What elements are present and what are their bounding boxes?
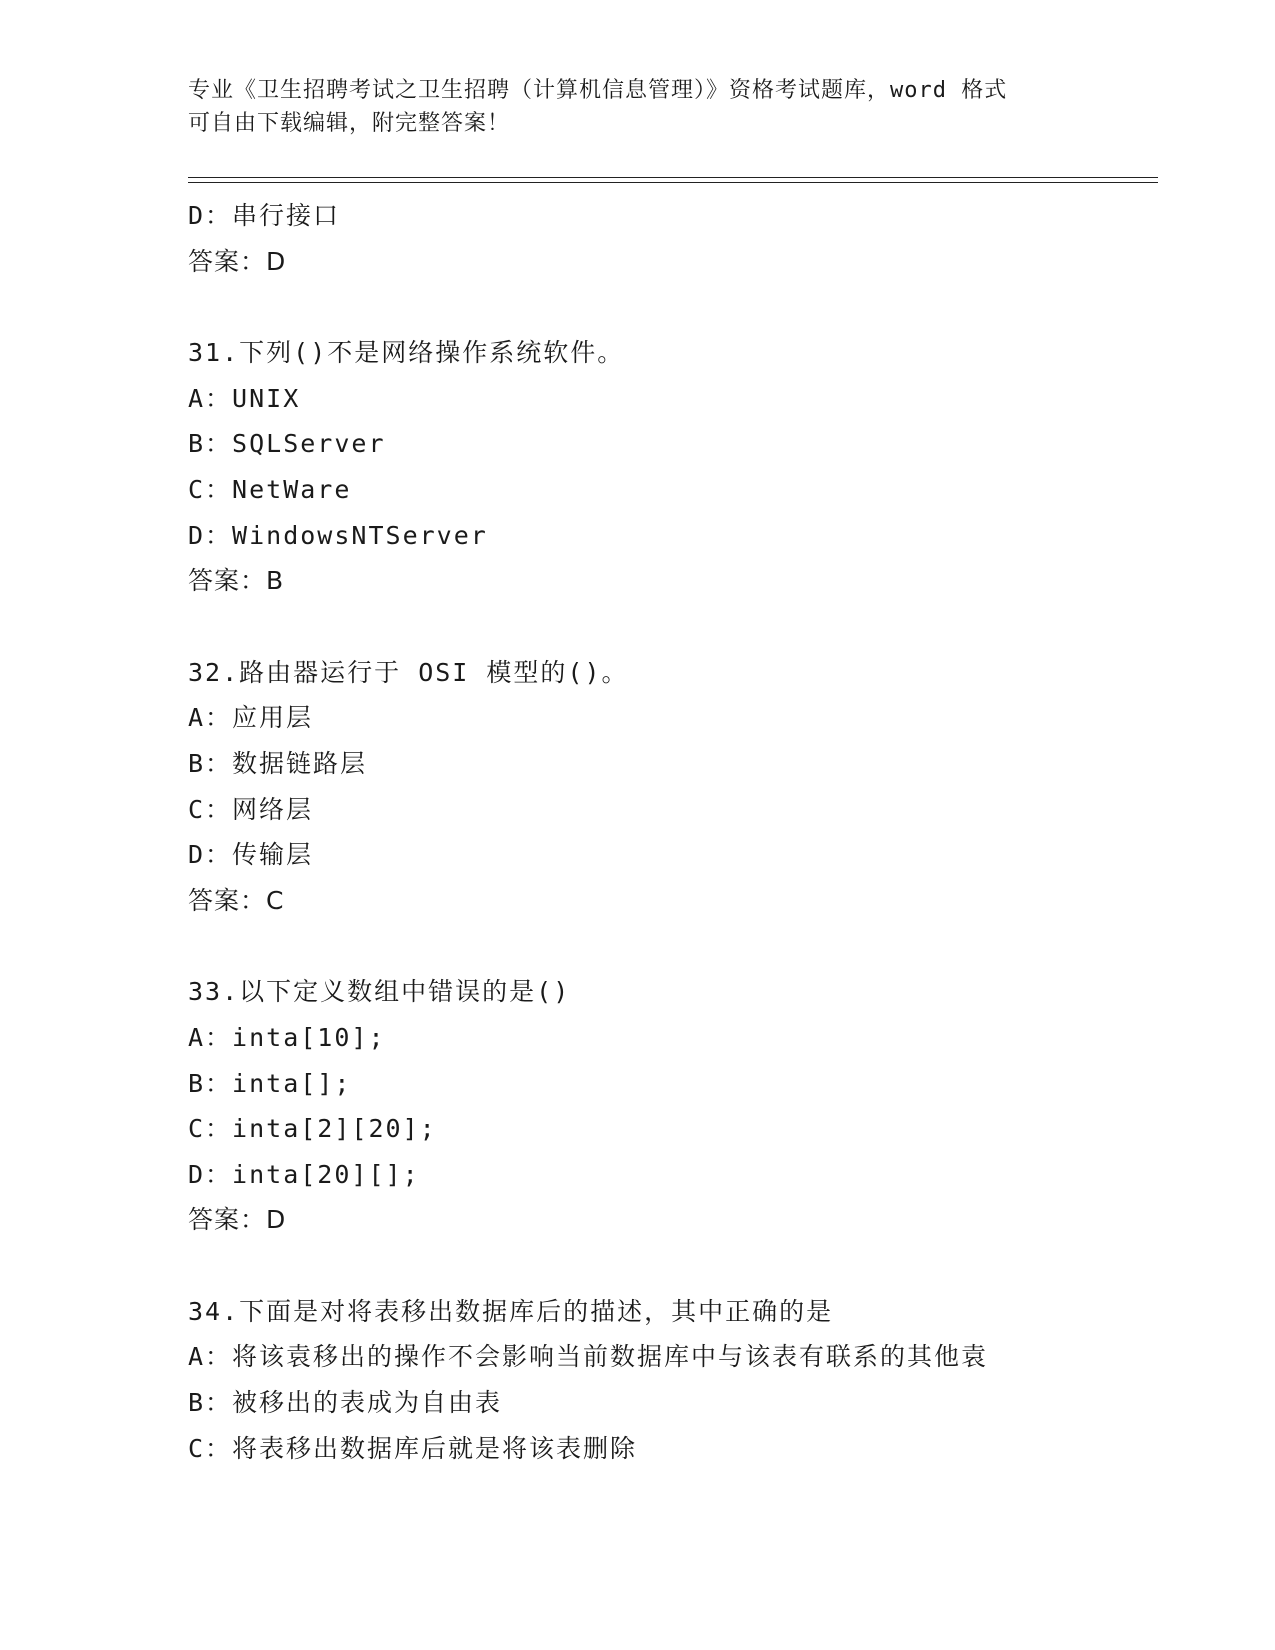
question-block-33 [188,969,1168,1243]
question-text: 33.以下定义数组中错误的是() [188,977,571,1007]
header-divider-bottom [188,182,1158,183]
header-line-1: 专业《卫生招聘考试之卫生招聘（计算机信息管理）》资格考试题库，word 格式 [188,78,1008,103]
answer-line: 答案：D [188,1205,287,1235]
option-d: D：inta[20][]; [188,1159,420,1189]
block-spacer [188,604,1168,650]
option-c: C：inta[2][20]; [188,1114,437,1144]
option-b: B：数据链路层 [188,748,368,778]
question-list [188,193,1168,1471]
option-b: B：SQLServer [188,429,386,459]
option-c: C：网络层 [188,794,314,824]
option-d: D：WindowsNTServer [188,520,488,550]
question-block-30 [188,193,1168,284]
question-block-31 [188,330,1168,604]
question-text: 31.下列()不是网络操作系统软件。 [188,338,625,368]
answer-line: 答案：C [188,885,285,915]
question-block-32 [188,650,1168,924]
question-text: 32.路由器运行于 OSI 模型的()。 [188,657,629,687]
block-spacer [188,1243,1168,1289]
option-c: C：将表移出数据库后就是将该表删除 [188,1433,638,1463]
document-header [188,74,1088,140]
block-spacer [188,923,1168,969]
option-d: D：传输层 [188,840,314,870]
question-text: 34.下面是对将表移出数据库后的描述，其中正确的是 [188,1296,834,1326]
option-c: C：NetWare [188,474,352,504]
answer-line: 答案：B [188,566,285,596]
option-a: A：应用层 [188,703,314,733]
block-spacer [188,284,1168,330]
option-b: B：被移出的表成为自由表 [188,1388,503,1418]
header-line-2: 可自由下载编辑，附完整答案！ [188,111,511,136]
option-d: D：串行接口 [188,201,341,230]
option-a: A：inta[10]; [188,1022,386,1052]
option-b: B：inta[]; [188,1068,352,1098]
question-block-34 [188,1289,1168,1471]
answer-line: 答案：D [188,246,287,276]
option-a: A：UNIX [188,383,301,413]
header-divider-top [188,177,1158,178]
option-a: A：将该袁移出的操作不会影响当前数据库中与该表有联系的其他袁 [188,1342,989,1372]
